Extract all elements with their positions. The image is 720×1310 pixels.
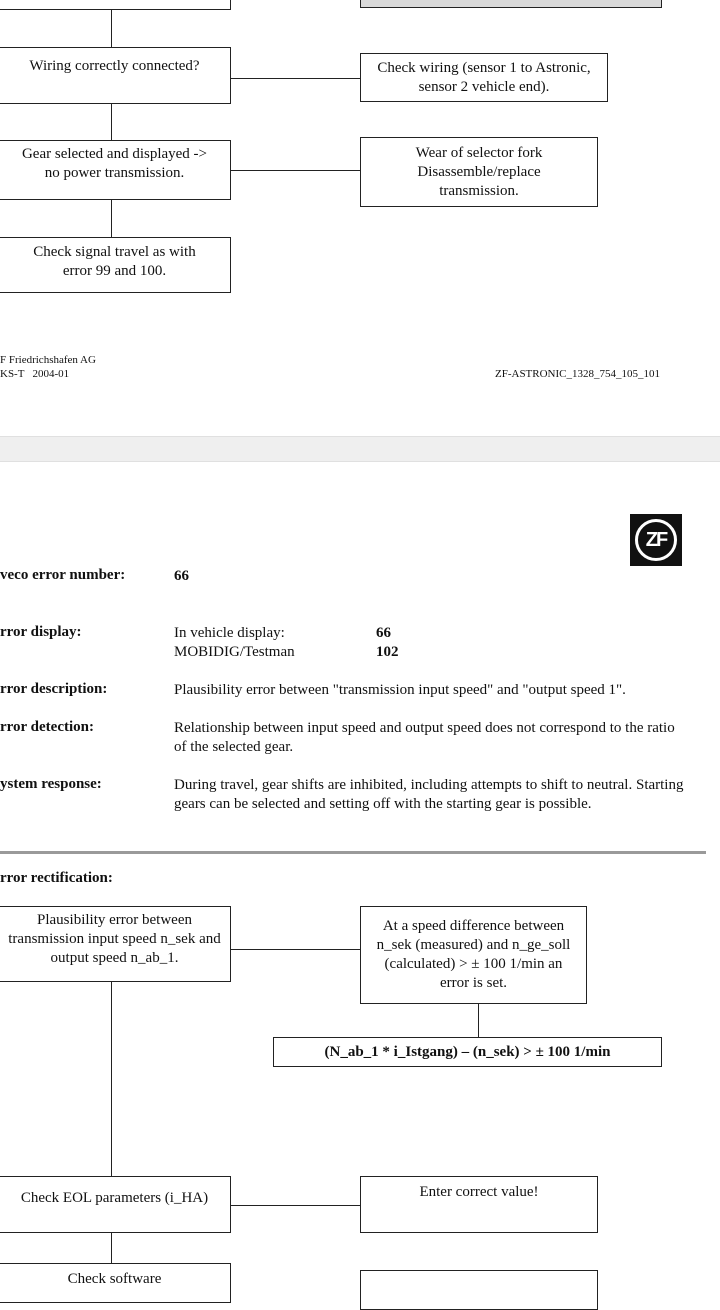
flow-box-wiring-question <box>0 47 231 104</box>
flow-box-bottom-right-partial <box>360 1270 598 1310</box>
flow-box-gear-selected <box>0 140 231 200</box>
zf-logo <box>630 514 682 566</box>
error-number-label: veco error number: <box>0 567 126 583</box>
connector <box>111 1233 112 1263</box>
footer-dept-date: KS-T 2004-01 <box>0 368 70 380</box>
connector <box>111 982 112 1176</box>
error-number-value: 66 <box>174 568 189 584</box>
flow-box-check-eol <box>0 1176 231 1233</box>
system-response-value: During travel, gear shifts are inhibited, including attempts to shift to neutral. Starting gears can be selected and setting off with the starting gear is possible. <box>174 777 684 812</box>
flow-box-speed-difference <box>360 906 587 1004</box>
flow-box-wear-selector <box>360 137 598 207</box>
enter-value-text: Enter correct value! <box>419 1184 539 1200</box>
error-description-label: rror description: <box>0 681 108 697</box>
error-rectification-label: rror rectification: <box>0 870 113 886</box>
error-detection-value: Relationship between input speed and output speed does not correspond to the ratio of the selected gear. <box>174 720 675 755</box>
connector <box>231 170 360 171</box>
footer-company: F Friedrichshafen AG <box>0 354 96 366</box>
connector <box>478 1004 479 1037</box>
flow-box-enter-value <box>360 1176 598 1233</box>
connector <box>111 104 112 140</box>
flow-box-check-wiring <box>360 53 608 102</box>
zf-logo-text: ZF <box>645 528 667 551</box>
error-description-value: Plausibility error between "transmission input speed" and "output speed 1". <box>174 682 626 698</box>
error-detection-label: rror detection: <box>0 719 94 735</box>
plausibility-text: Plausibility error between transmission input speed n_sek and output speed n_ab_1. <box>8 911 221 966</box>
flow-box-check-software <box>0 1263 231 1303</box>
check-wiring-text: Check wiring (sensor 1 to Astronic, sensor 2 vehicle end). <box>377 59 591 95</box>
gear-selected-text: Gear selected and displayed -> no power transmission. <box>21 146 208 181</box>
check-eol-text: Check EOL parameters (i_HA) <box>20 1190 209 1206</box>
flow-box-top-right-partial <box>360 0 662 8</box>
check-software-text: Check software <box>67 1271 162 1287</box>
speed-difference-text: At a speed difference between n_sek (measured) and n_ge_soll (calculated) > ± 100 1/min an error is set. <box>376 918 571 991</box>
error-display-label: rror display: <box>0 624 82 640</box>
connector <box>231 1205 360 1206</box>
page-separator <box>0 436 720 462</box>
vehicle-display-value: 66 <box>376 625 391 641</box>
connector <box>231 78 360 79</box>
formula-text: (N_ab_1 * i_Istgang) – (n_sek) > ± 100 1/min <box>324 1043 611 1060</box>
zf-logo-ring <box>635 519 677 561</box>
connector <box>231 949 360 950</box>
flow-box-plausibility <box>0 906 231 982</box>
flow-box-formula <box>273 1037 662 1067</box>
connector <box>111 200 112 237</box>
vehicle-display-label: In vehicle display: <box>174 625 285 641</box>
mobidig-value: 102 <box>376 644 399 660</box>
section-divider <box>0 851 706 854</box>
check-signal-text: Check signal travel as with error 99 and 100. <box>33 244 196 279</box>
connector <box>111 10 112 47</box>
footer-doc-id: ZF-ASTRONIC_1328_754_105_101 <box>495 368 661 380</box>
mobidig-label: MOBIDIG/Testman <box>174 644 295 660</box>
wear-selector-text: Wear of selector fork Disassemble/replace transmission. <box>415 144 543 199</box>
wiring-question-text: Wiring correctly connected? <box>29 58 200 74</box>
system-response-label: ystem response: <box>0 776 102 792</box>
flow-box-top-left-partial <box>0 0 231 10</box>
flow-box-check-signal <box>0 237 231 293</box>
